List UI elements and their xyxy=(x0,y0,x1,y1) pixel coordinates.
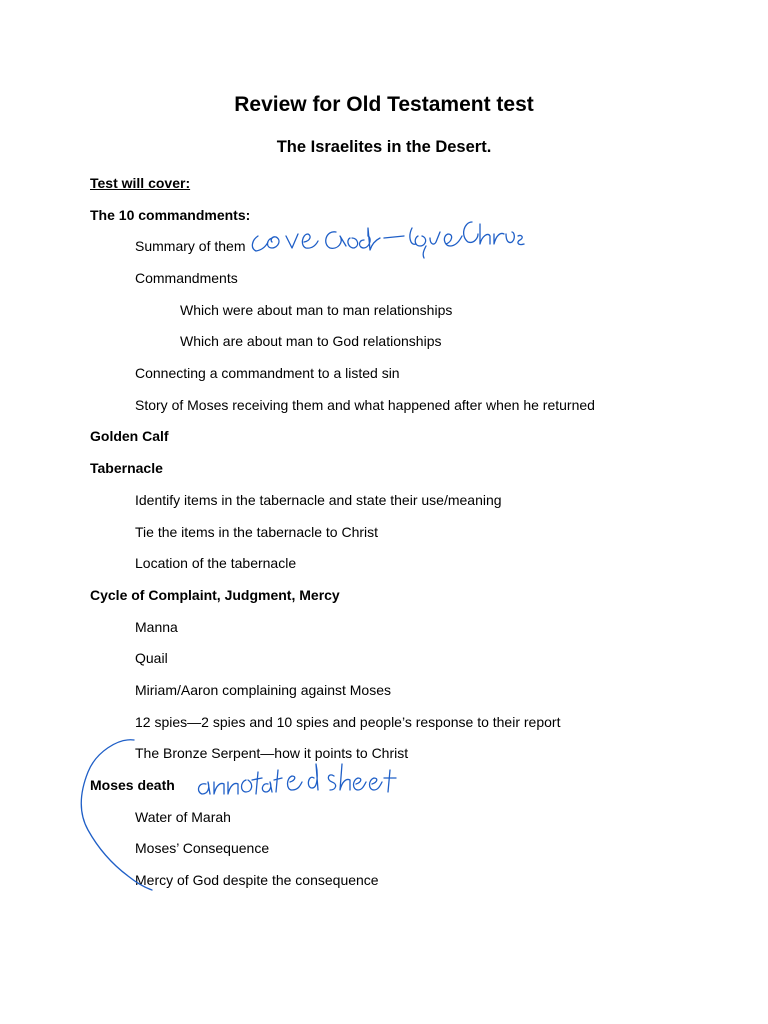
item-moses-consequence: Moses’ Consequence xyxy=(135,840,270,856)
heading-cycle: Cycle of Complaint, Judgment, Mercy xyxy=(90,587,340,603)
item-manna: Manna xyxy=(135,619,178,635)
item-12-spies: 12 spies—2 spies and 10 spies and people’s response to their report xyxy=(135,714,561,730)
item-miriam-aaron: Miriam/Aaron complaining against Moses xyxy=(135,682,391,698)
subitem-man-to-god: Which are about man to God relationships xyxy=(180,333,442,349)
heading-moses-death: Moses death xyxy=(90,777,175,793)
item-water-of-marah: Water of Marah xyxy=(135,809,231,825)
item-quail: Quail xyxy=(135,650,168,666)
heading-golden-calf: Golden Calf xyxy=(90,428,169,444)
subitem-man-to-man: Which were about man to man relationships xyxy=(180,302,453,318)
heading-tabernacle: Tabernacle xyxy=(90,460,163,476)
item-bronze-serpent: The Bronze Serpent—how it points to Christ xyxy=(135,745,409,761)
handwriting-annotated-sheet xyxy=(199,764,396,794)
section-label-test-will-cover: Test will cover: xyxy=(90,175,191,191)
page-title: Review for Old Testament test xyxy=(234,93,534,116)
item-summary: Summary of them xyxy=(135,238,246,254)
handwriting-love-god-love-others xyxy=(252,222,524,258)
item-connecting-commandment: Connecting a commandment to a listed sin xyxy=(135,365,400,381)
item-mercy-of-god: Mercy of God despite the consequence xyxy=(135,872,379,888)
item-commandments: Commandments xyxy=(135,270,238,286)
item-tie-to-christ: Tie the items in the tabernacle to Christ xyxy=(135,524,379,540)
item-location: Location of the tabernacle xyxy=(135,555,297,571)
page-subtitle: The Israelites in the Desert. xyxy=(276,138,492,156)
heading-10-commandments: The 10 commandments: xyxy=(90,207,251,223)
item-story-of-moses: Story of Moses receiving them and what happened after when he returned xyxy=(135,397,595,413)
item-identify-items: Identify items in the tabernacle and state their use/meaning xyxy=(135,492,502,508)
